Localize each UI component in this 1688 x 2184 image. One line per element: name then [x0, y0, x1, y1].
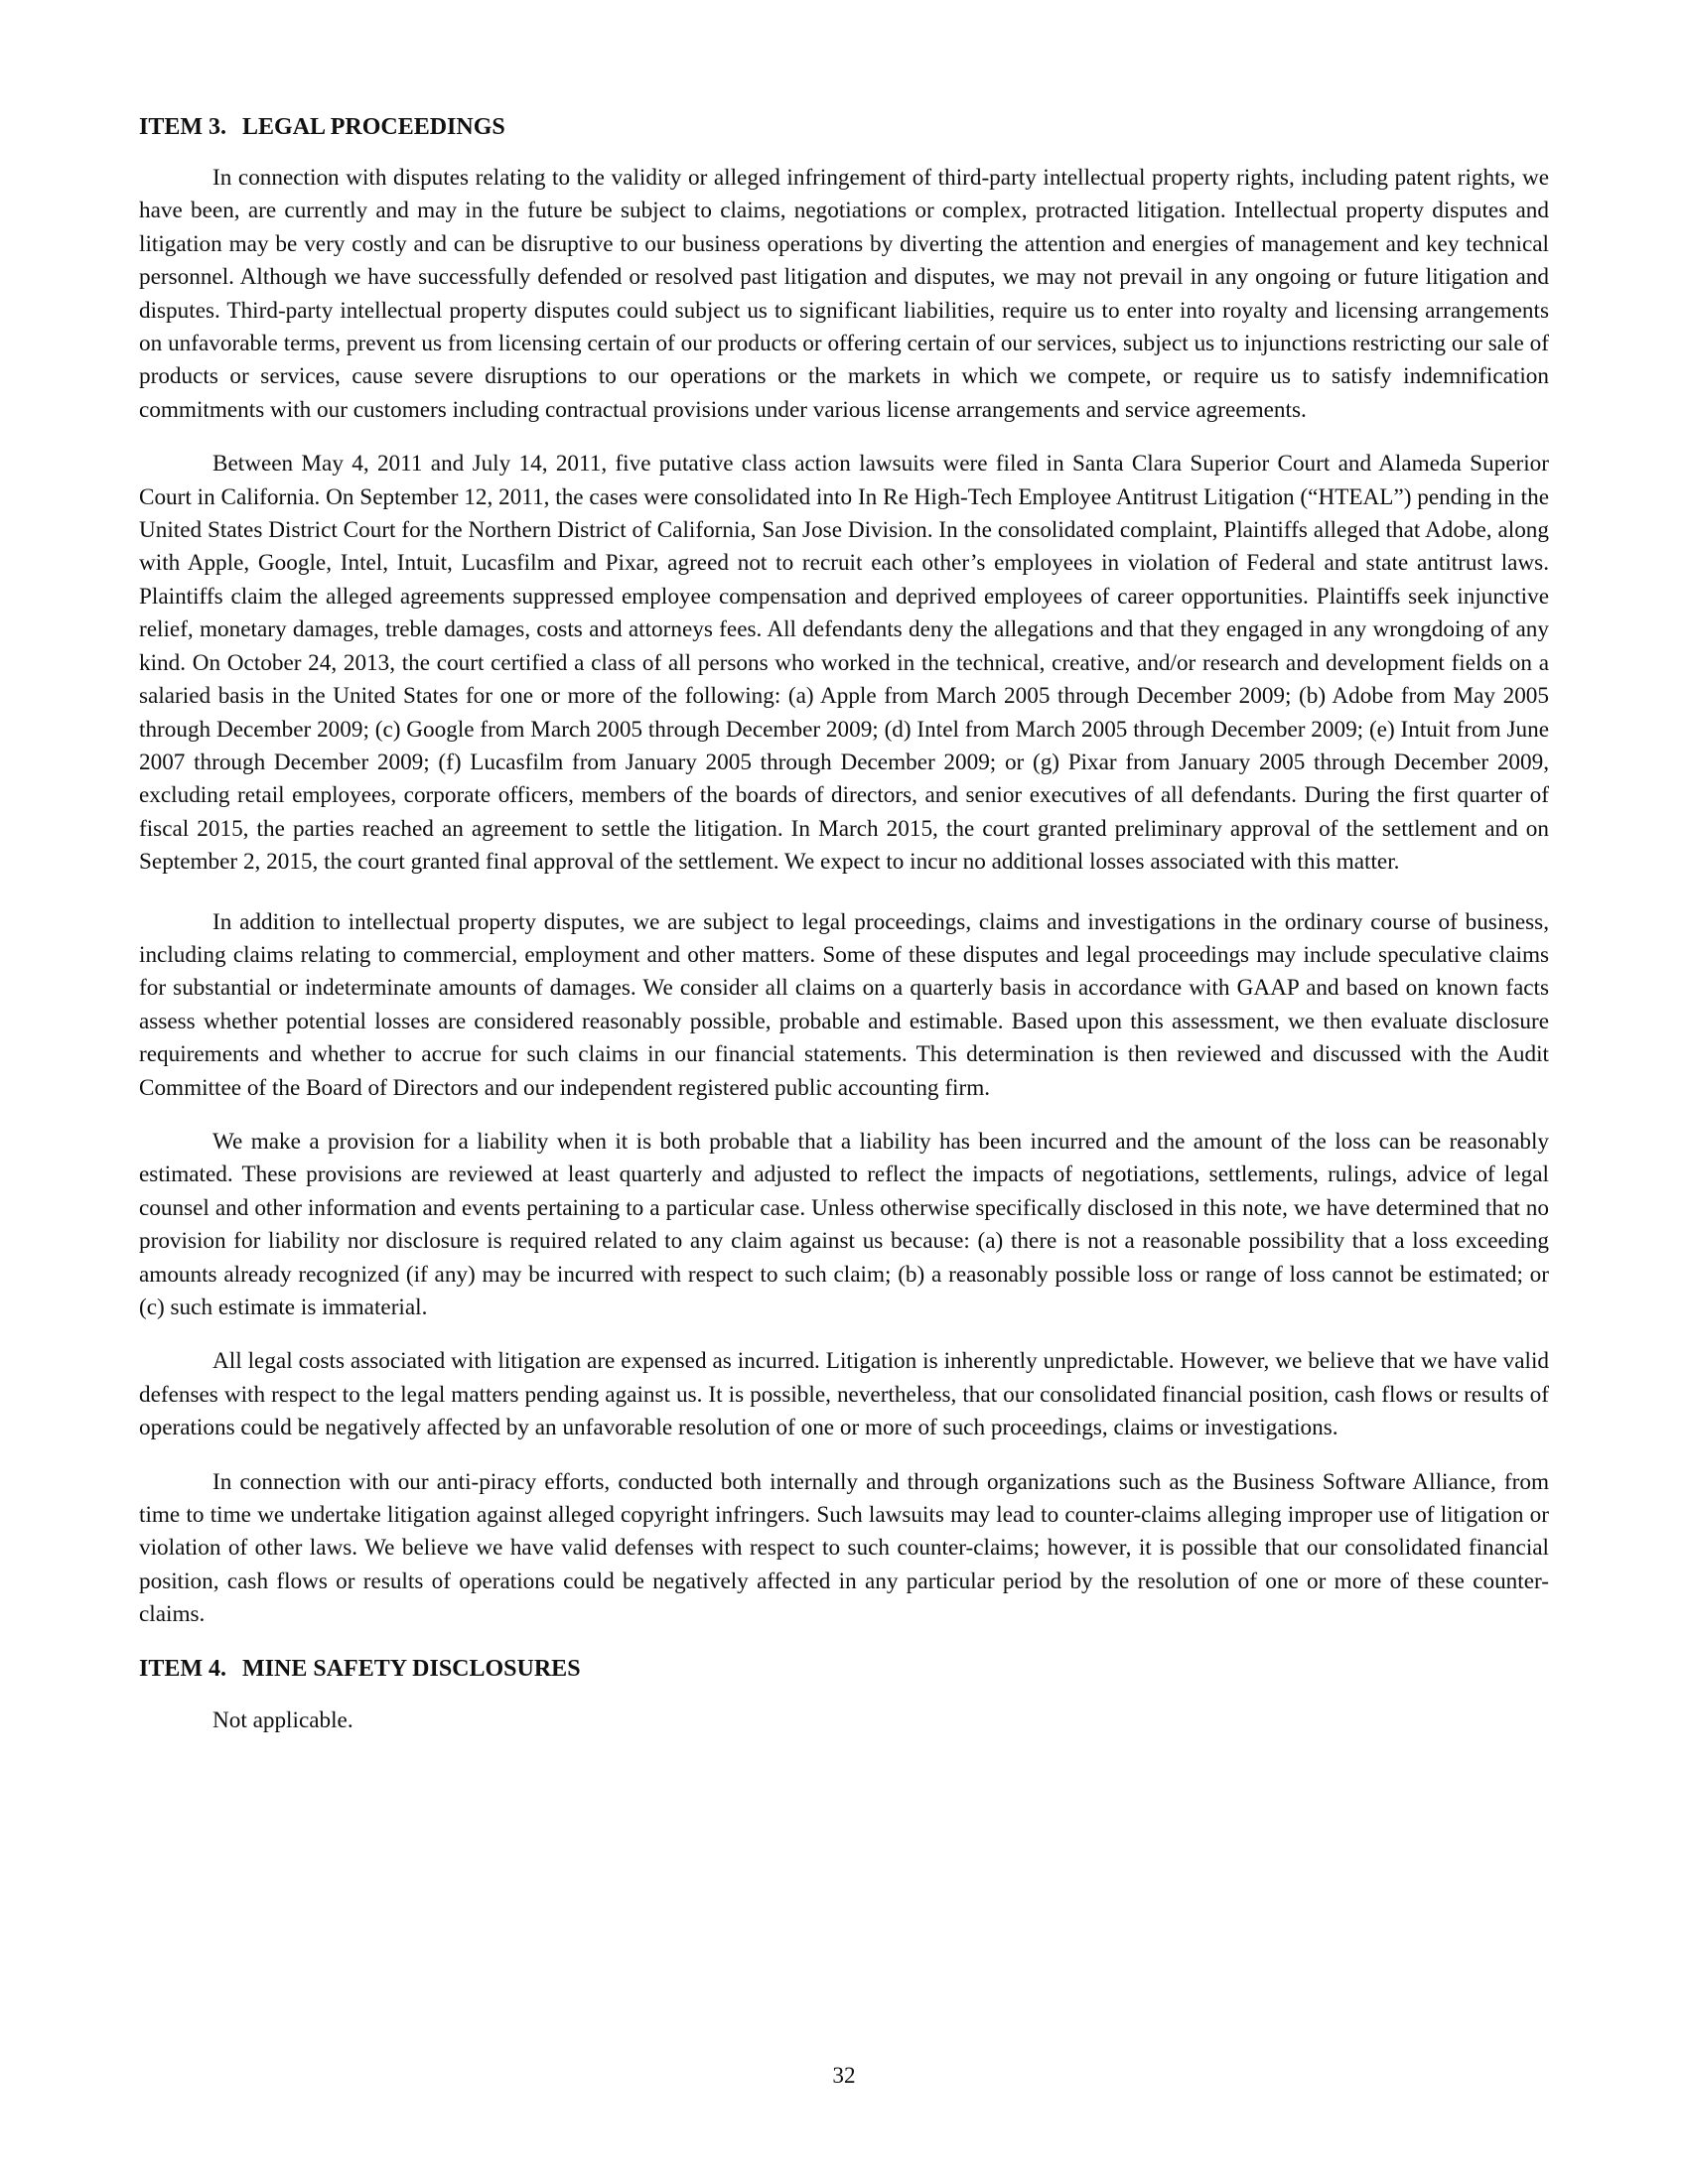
paragraph-ip-disputes: In connection with disputes relating to the validity or alleged infringement of third-party intellectual property rights, including patent rights, we have been, are currently and may in the future be subject to claims, negotiations or complex, protracted litigation. Intellectual property disputes and litigation may be very costly and can be disruptive to our business operations by diverting the attention and energies of management and key technical personnel. Although we have successfully defended or resolved past litigation and disputes, we may not prevail in any ongoing or future litigation and disputes. Third-party intellectual property disputes could subject us to significant liabilities, require us to enter into royalty and licensing arrangements on unfavorable terms, prevent us from licensing certain of our products or offering certain of our services, subject us to injunctions restricting our sale of products or services, cause severe disruptions to our operations or the markets in which we compete, or require us to satisfy indemnification commitments with our customers including contractual provisions under various license arrangements and service agreements. — [139, 165, 1549, 423]
section-number: ITEM 3. — [139, 114, 227, 140]
paragraph-liability-provision: We make a provision for a liability when it is both probable that a liability has been incurred and the amount of the loss can be reasonably estimated. These provisions are reviewed at least quarterly and adjusted to reflect the impacts of negotiations, settlements, rulings, advice of legal counsel and other information and events pertaining to a particular case. Unless otherwise specifically disclosed in this note, we have determined that no provision for liability nor disclosure is required related to any claim against us because: (a) there is not a reasonable possibility that a loss exceeding amounts already recognized (if any) may be incurred with respect to such claim; (b) a reasonably possible loss or range of loss cannot be estimated; or (c) such estimate is immaterial. — [139, 1128, 1549, 1320]
paragraph-ordinary-course-claims: In addition to intellectual property disputes, we are subject to legal proceedings, claims and investigations in the ordinary course of business, including claims relating to commercial, employment and other matters. Some of these disputes and legal proceedings may include speculative claims for substantial or indeterminate amounts of damages. We consider all claims on a quarterly basis in accordance with GAAP and based on known facts assess whether potential losses are considered reasonably possible, probable and estimable. Based upon this assessment, we then evaluate disclosure requirements and whether to accrue for such claims in our financial statements. This determination is then reviewed and discussed with the Audit Committee of the Board of Directors and our independent registered public accounting firm. — [139, 908, 1549, 1101]
paragraph-not-applicable: Not applicable. — [212, 1706, 353, 1733]
paragraph-hteal-litigation: Between May 4, 2011 and July 14, 2011, five putative class action lawsuits were filed in Santa Clara Superior Court and Alameda Superior Court in California. On September 12, 2011, the cases were consolidated into In Re High-Tech Employee Antitrust Litigation (“HTEAL”) pending in the United States District Court for the Northern District of California, San Jose Division. In the consolidated complaint, Plaintiffs alleged that Adobe, along with Apple, Google, Intel, Intuit, Lucasfilm and Pixar, agreed not to recruit each other’s employees in violation of Federal and state antitrust laws. Plaintiffs claim the alleged agreements suppressed employee compensation and deprived employees of career opportunities. Plaintiffs seek injunctive relief, monetary damages, treble damages, costs and attorneys fees. All defendants deny the allegations and that they engaged in any wrongdoing of any kind. On October 24, 2013, the court certified a class of all persons who worked in the technical, creative, and/or research and development fields on a salaried basis in the United States for one or more of the following: (a) Apple from March 2005 through December 2009; (b) Adobe from May 2005 through December 2009; (c) Google from March 2005 through December 2009; (d) Intel from March 2005 through December 2009; (e) Intuit from June 2007 through December 2009; (f) Lucasfilm from January 2005 through December 2009; or (g) Pixar from January 2005 through December 2009, excluding retail employees, corporate officers, members of the boards of directors, and senior executives of all defendants. During the first quarter of fiscal 2015, the parties reached an agreement to settle the litigation. In March 2015, the court granted preliminary approval of the settlement and on September 2, 2015, the court granted final approval of the settlement. We expect to incur no additional losses associated with this matter. — [139, 451, 1549, 876]
section-heading-item-3 — [139, 111, 1549, 143]
section-title: MINE SAFETY DISCLOSURES — [242, 1655, 581, 1682]
paragraph-anti-piracy: In connection with our anti-piracy efforts, conducted both internally and through organizations such as the Business Software Alliance, from time to time we undertake litigation against alleged copyright infringers. Such lawsuits may lead to counter-claims alleging improper use of litigation or violation of other laws. We believe we have valid defenses with respect to such counter-claims; however, it is possible that our consolidated financial position, cash flows or results of operations could be negatively affected in any particular period by the resolution of one or more of these counter-claims. — [139, 1468, 1549, 1628]
section-heading-item-4 — [139, 1653, 1549, 1685]
section-title: LEGAL PROCEEDINGS — [242, 114, 505, 140]
paragraph-legal-costs: All legal costs associated with litigation are expensed as incurred. Litigation is inherently unpredictable. However, we believe that we have valid defenses with respect to the legal matters pending against us. It is possible, nevertheless, that our consolidated financial position, cash flows or results of operations could be negatively affected by an unfavorable resolution of one or more of such proceedings, claims or investigations. — [139, 1348, 1549, 1441]
section-number: ITEM 4. — [139, 1655, 227, 1682]
document-page — [139, 111, 1549, 1758]
page-number: 32 — [832, 2063, 856, 2089]
